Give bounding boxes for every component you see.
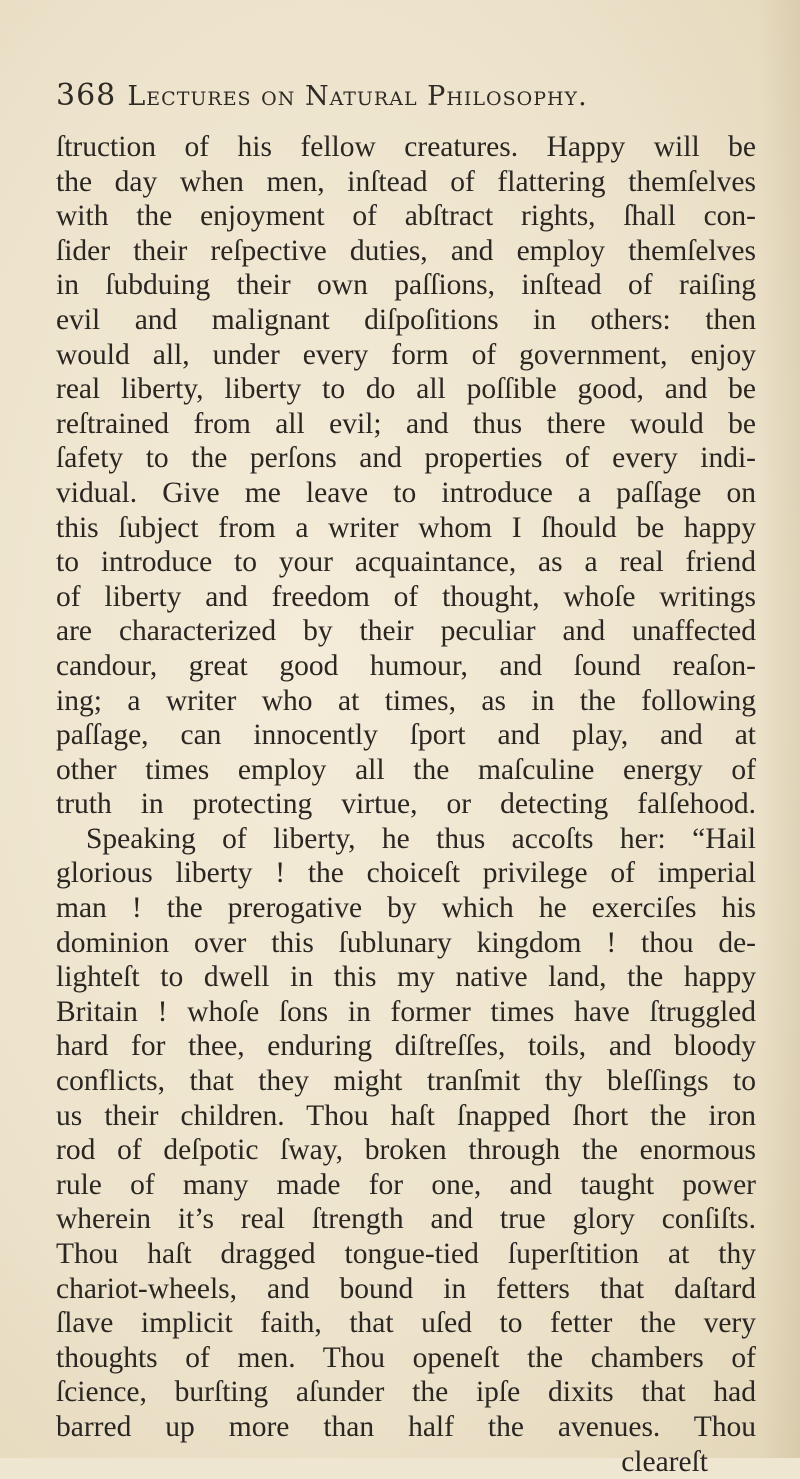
text-line: with the enjoyment of abſtract rights, ſhall con-: [56, 200, 756, 233]
text-line: in ſubduing their own paſſions, inſtead of raiſing: [56, 269, 756, 302]
text-line: Thou haſt dragged tongue-tied ſuperſtition at thy: [56, 1238, 756, 1270]
text-line: the day when men, inſtead of flattering themſelves: [56, 165, 756, 198]
text-line: conflicts, that they might tranſmit thy bleſſings to: [56, 1065, 756, 1098]
text-line: ing; a writer who at times, as in the following: [56, 684, 756, 717]
text-line: are characterized by their peculiar and unaffected: [56, 615, 756, 648]
page-number: 368: [56, 78, 117, 113]
running-title: Lectures on Natural Philosophy.: [127, 81, 588, 112]
running-header: [56, 78, 746, 122]
text-line: reſtrained from all evil; and thus there would be: [56, 407, 756, 440]
text-line: hard for thee, enduring diſtreſſes, toils, and bloody: [56, 1030, 756, 1063]
text-line: chariot-wheels, and bound in fetters that daſtard: [56, 1272, 756, 1305]
text-line: man ! the prerogative by which he exerciſes his: [56, 892, 756, 925]
text-line: barred up more than half the avenues. Thou: [56, 1410, 756, 1443]
text-line: evil and malignant diſpoſitions in others: then: [56, 303, 756, 336]
body-text: [56, 130, 756, 1479]
text-line: ſider their reſpective duties, and employ themſelves: [56, 234, 756, 267]
text-line: Speaking of liberty, he thus accoſts her: “Hail: [86, 822, 756, 855]
text-line: ſlave implicit faith, that uſed to fetter the very: [56, 1307, 756, 1340]
page-edge-shadow: [760, 0, 800, 1458]
catchword: cleareſt: [621, 1445, 708, 1478]
text-line: real liberty, liberty to do all poſſible good, and be: [56, 373, 756, 406]
text-line: vidual. Give me leave to introduce a paſſage on: [56, 476, 756, 509]
text-line: Britain ! whoſe ſons in former times have ſtruggled: [56, 995, 756, 1028]
text-line: would all, under every form of government, enjoy: [56, 338, 756, 371]
text-line: to introduce to your acquaintance, as a real friend: [56, 546, 756, 579]
text-line: glorious liberty ! the choiceſt privilege of imperial: [56, 857, 756, 890]
text-line: ſtruction of his fellow creatures. Happy will be: [56, 131, 756, 163]
text-line: thoughts of men. Thou openeſt the chambers of: [56, 1341, 756, 1374]
text-line: dominion over this ſublunary kingdom ! thou de-: [56, 926, 756, 959]
text-line: ſcience, burſting aſunder the ipſe dixits that had: [56, 1376, 756, 1409]
text-line: other times employ all the maſculine energy of: [56, 753, 756, 786]
text-line: of liberty and freedom of thought, whoſe writings: [56, 580, 756, 613]
text-line: us their children. Thou haſt ſnapped ſhort the iron: [56, 1099, 756, 1132]
text-line: rod of deſpotic ſway, broken through the enormous: [56, 1134, 756, 1167]
text-line: wherein it’s real ſtrength and true glory conſiſts.: [56, 1203, 756, 1236]
text-line: truth in protecting virtue, or detecting falſehood.: [56, 788, 756, 821]
text-line: rule of many made for one, and taught power: [56, 1168, 756, 1201]
text-line: ſafety to the perſons and properties of every indi-: [56, 442, 756, 475]
text-line: this ſubject from a writer whom I ſhould be happy: [56, 511, 756, 544]
text-line: paſſage, can innocently ſport and play, and at: [56, 719, 756, 752]
text-line: lighteſt to dwell in this my native land, the happy: [56, 961, 756, 994]
text-line: candour, great good humour, and ſound reaſon-: [56, 649, 756, 682]
